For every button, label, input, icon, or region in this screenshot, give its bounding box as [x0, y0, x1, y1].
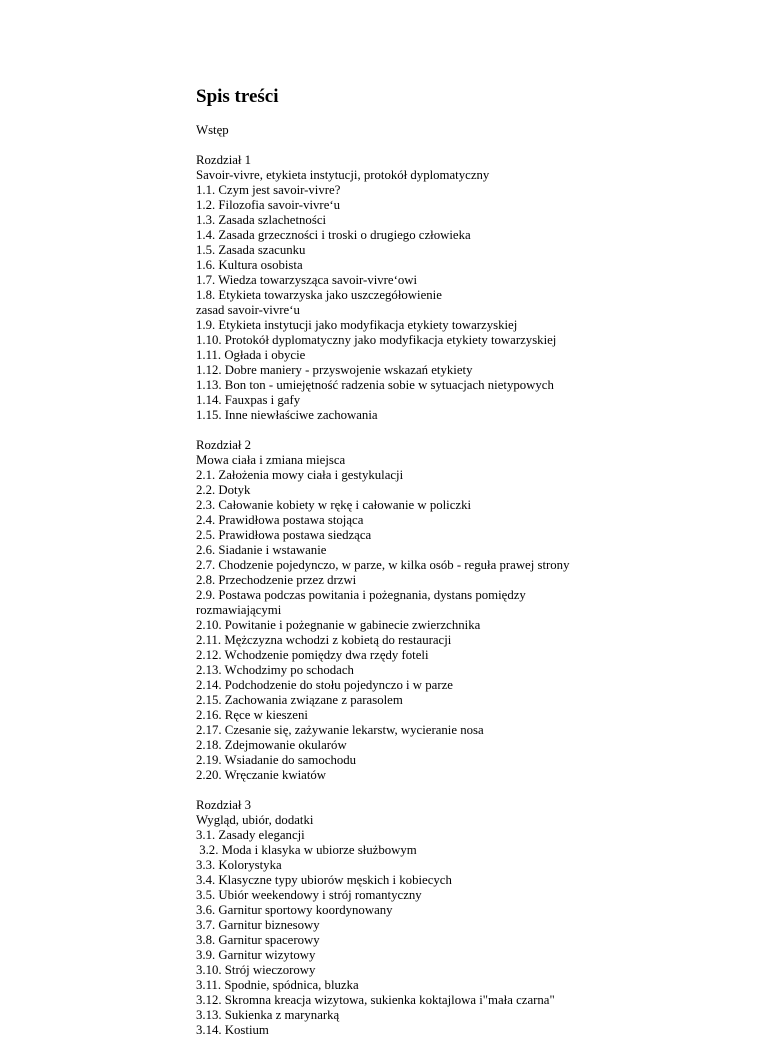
- toc-entry: 3.12. Skromna kreacja wizytowa, sukienka koktajlowa i"mała czarna": [196, 993, 555, 1007]
- toc-entry: 3.11. Spodnie, spódnica, bluzka: [196, 978, 359, 992]
- toc-entry: 2.4. Prawidłowa postawa stojąca: [196, 513, 364, 527]
- toc-entry: 3.6. Garnitur sportowy koordynowany: [196, 903, 393, 917]
- toc-entry: rozmawiającymi: [196, 603, 282, 617]
- toc-entry: 2.12. Wchodzenie pomiędzy dwa rzędy foteli: [196, 648, 429, 662]
- chapter-block: [196, 153, 756, 423]
- toc-entry: 3.8. Garnitur spacerowy: [196, 933, 320, 947]
- table-of-contents: [196, 153, 756, 1038]
- toc-entry: 2.10. Powitanie i pożegnanie w gabinecie zwierzchnika: [196, 618, 481, 632]
- toc-entry: 2.2. Dotyk: [196, 483, 251, 497]
- chapter-heading: Wygląd, ubiór, dodatki: [196, 813, 314, 827]
- toc-entry: 3.4. Klasyczne typy ubiorów męskich i kobiecych: [196, 873, 452, 887]
- toc-entry: 2.13. Wchodzimy po schodach: [196, 663, 354, 677]
- toc-entry: 3.3. Kolorystyka: [196, 858, 282, 872]
- toc-entry: 2.1. Założenia mowy ciała i gestykulacji: [196, 468, 404, 482]
- toc-entry: 1.3. Zasada szlachetności: [196, 213, 327, 227]
- toc-entry: 2.6. Siadanie i wstawanie: [196, 543, 327, 557]
- intro-entry: Wstęp: [196, 123, 229, 137]
- chapter-block: [196, 438, 756, 783]
- toc-entry: 1.9. Etykieta instytucji jako modyfikacja etykiety towarzyskiej: [196, 318, 518, 332]
- document-page: [196, 86, 756, 1053]
- toc-entry: 3.14. Kostium: [196, 1023, 269, 1037]
- chapter-heading: Savoir-vivre, etykieta instytucji, protokół dyplomatyczny: [196, 168, 490, 182]
- toc-entry: 1.11. Ogłada i obycie: [196, 348, 306, 362]
- toc-entry: 1.2. Filozofia savoir-vivre‘u: [196, 198, 341, 212]
- toc-entry: 3.2. Moda i klasyka w ubiorze służbowym: [196, 843, 417, 857]
- toc-entry: 1.5. Zasada szacunku: [196, 243, 306, 257]
- toc-entry: 1.6. Kultura osobista: [196, 258, 303, 272]
- toc-entry: 2.11. Mężczyzna wchodzi z kobietą do restauracji: [196, 633, 452, 647]
- toc-entry: 3.10. Strój wieczorowy: [196, 963, 316, 977]
- toc-entry: 2.8. Przechodzenie przez drzwi: [196, 573, 357, 587]
- chapter-label: Rozdział 3: [196, 798, 252, 812]
- toc-entry: 2.15. Zachowania związane z parasolem: [196, 693, 403, 707]
- toc-entry: 1.15. Inne niewłaściwe zachowania: [196, 408, 378, 422]
- toc-entry: 2.19. Wsiadanie do samochodu: [196, 753, 357, 767]
- chapter-label: Rozdział 1: [196, 153, 252, 167]
- toc-entry: zasad savoir-vivre‘u: [196, 303, 300, 317]
- toc-entry: 2.16. Ręce w kieszeni: [196, 708, 308, 722]
- toc-entry: 2.20. Wręczanie kwiatów: [196, 768, 327, 782]
- toc-entry: 1.13. Bon ton - umiejętność radzenia sobie w sytuacjach nietypowych: [196, 378, 554, 392]
- chapter-heading: Mowa ciała i zmiana miejsca: [196, 453, 346, 467]
- toc-entry: 2.14. Podchodzenie do stołu pojedynczo i w parze: [196, 678, 453, 692]
- toc-entry: 1.7. Wiedza towarzysząca savoir-vivre‘owi: [196, 273, 418, 287]
- toc-entry: 1.8. Etykieta towarzyska jako uszczegółowienie: [196, 288, 442, 302]
- toc-entry: 3.13. Sukienka z marynarką: [196, 1008, 340, 1022]
- toc-entry: 2.5. Prawidłowa postawa siedząca: [196, 528, 372, 542]
- toc-entry: 2.3. Całowanie kobiety w rękę i całowanie w policzki: [196, 498, 472, 512]
- toc-entry: 1.1. Czym jest savoir-vivre?: [196, 183, 341, 197]
- toc-entry: 1.14. Fauxpas i gafy: [196, 393, 301, 407]
- toc-entry: 3.1. Zasady elegancji: [196, 828, 305, 842]
- toc-entry: 2.9. Postawa podczas powitania i pożegnania, dystans pomiędzy: [196, 588, 526, 602]
- chapter-block: [196, 798, 756, 1038]
- page-title: Spis treści: [196, 86, 279, 107]
- toc-entry: 3.9. Garnitur wizytowy: [196, 948, 316, 962]
- toc-entry: 1.4. Zasada grzeczności i troski o drugiego człowieka: [196, 228, 471, 242]
- toc-entry: 2.18. Zdejmowanie okularów: [196, 738, 347, 752]
- toc-entry: 3.5. Ubiór weekendowy i strój romantyczny: [196, 888, 422, 902]
- toc-entry: 2.7. Chodzenie pojedynczo, w parze, w kilka osób - reguła prawej strony: [196, 558, 570, 572]
- toc-entry: 2.17. Czesanie się, zażywanie lekarstw, wycieranie nosa: [196, 723, 484, 737]
- toc-entry: 3.7. Garnitur biznesowy: [196, 918, 320, 932]
- chapter-label: Rozdział 2: [196, 438, 252, 452]
- toc-entry: 1.10. Protokół dyplomatyczny jako modyfikacja etykiety towarzyskiej: [196, 333, 557, 347]
- toc-entry: 1.12. Dobre maniery - przyswojenie wskazań etykiety: [196, 363, 473, 377]
